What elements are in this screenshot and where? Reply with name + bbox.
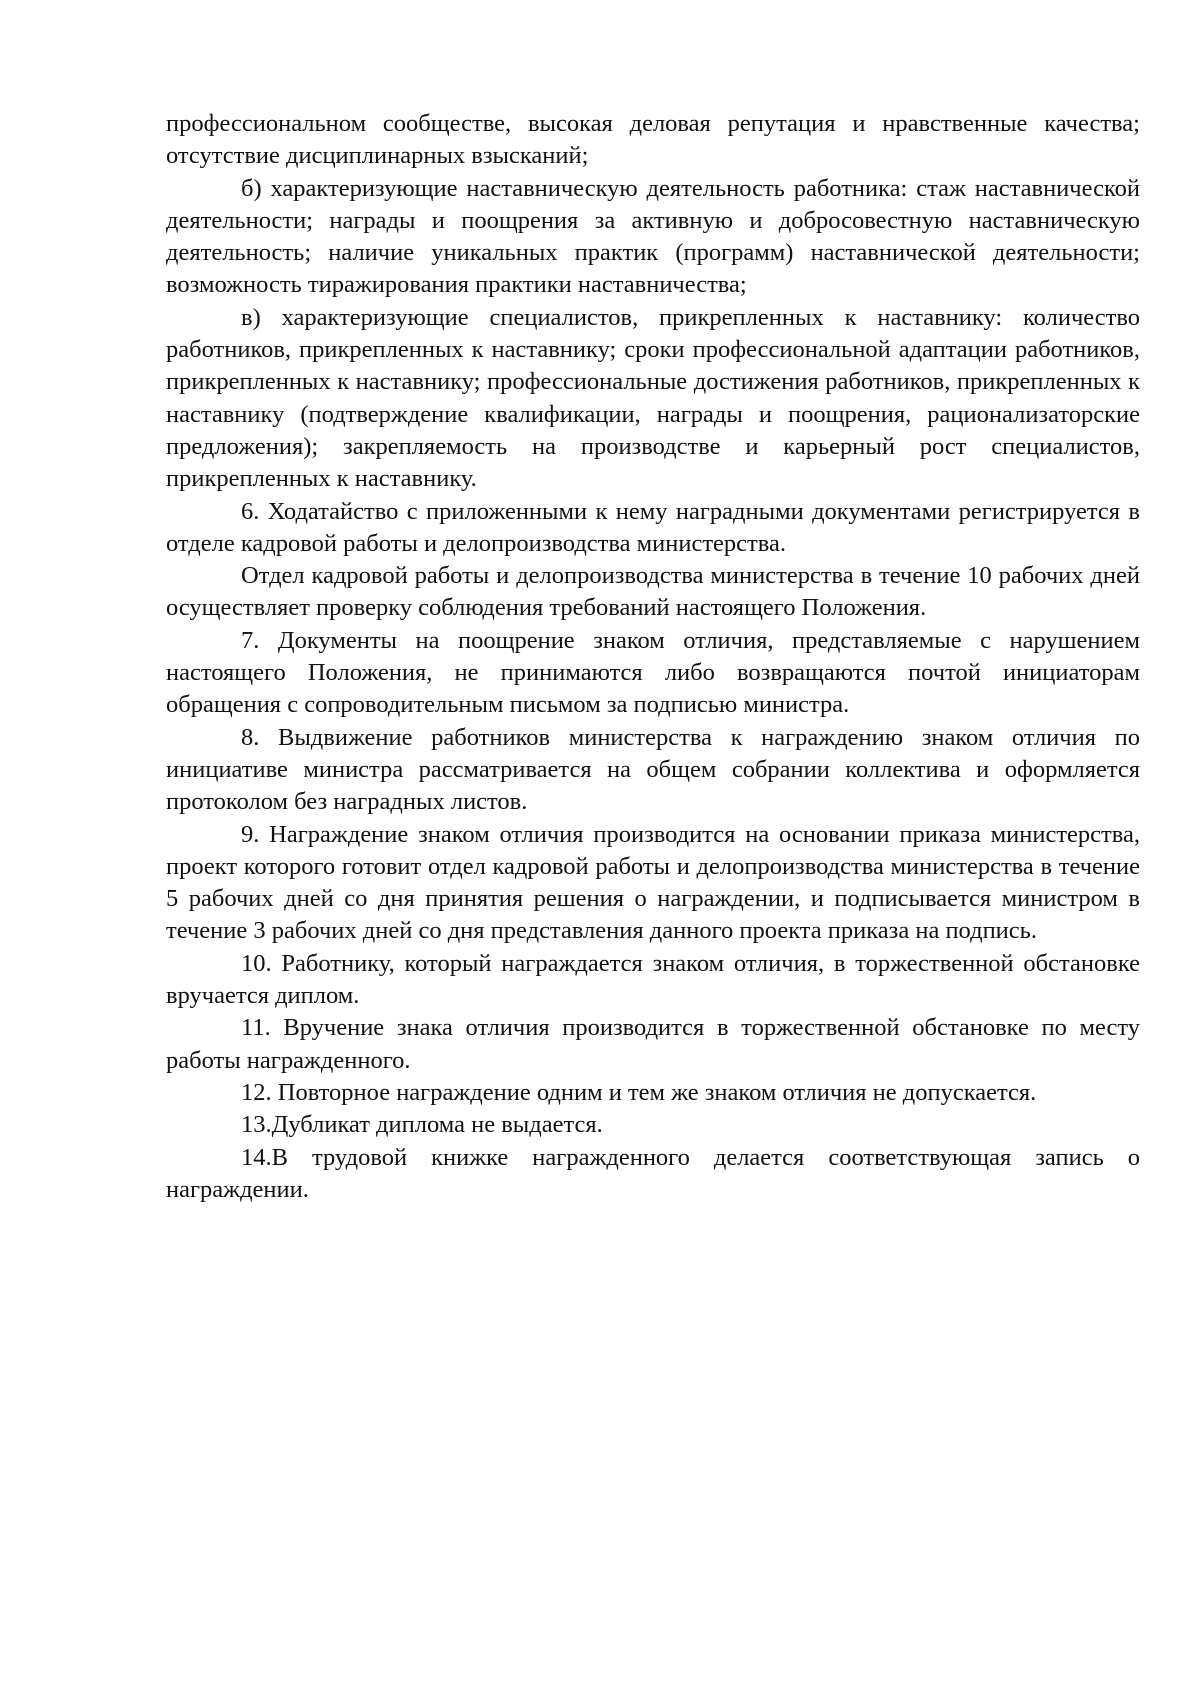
paragraph-6-continued: Отдел кадровой работы и делопроизводства министерства в течение 10 рабочих дней осуществляет проверку соблюдения требований настоящего Положения. [166,562,1140,622]
paragraph-item-b: б) характеризующие наставническую деятельность работника: стаж наставнической деятельности; награды и поощрения за активную и добросовестную наставническую деятельность; наличие уникальных практик (программ) наставнической деятельности; возможность тиражирования практики наставничества; [166,174,1140,299]
paragraph-10: 10. Работнику, который награждается знаком отличия, в торжественной обстановке вручается диплом. [166,949,1140,1010]
paragraph-13: 13.Дубликат диплома не выдается. [241,1111,603,1139]
paragraph-7: 7. Документы на поощрение знаком отличия, представляемые с нарушением настоящего Положения, не принимаются либо возвращаются почтой инициаторам обращения с сопроводительным письмом за подписью министра. [166,626,1140,719]
paragraph-6: 6. Ходатайство с приложенными к нему наградными документами регистрируется в отделе кадровой работы и делопроизводства министерства. [166,497,1140,557]
paragraph-11: 11. Вручение знака отличия производится в торжественной обстановке по месту работы награжденного. [166,1014,1140,1074]
paragraph-12: 12. Повторное награждение одним и тем же знаком отличия не допускается. [241,1078,1037,1106]
paragraph-item-v: в) характеризующие специалистов, прикрепленных к наставнику: количество работников, прикрепленных к наставнику; сроки профессиональной адаптации работников, прикрепленных к наставнику; профессиональные достижения работников, прикрепленных к наставнику (подтверждение квалификации, награды и поощрения, рационализаторские предложения); закрепляемость на производстве и карьерный рост специалистов, прикрепленных к наставнику. [166,303,1140,493]
paragraph-9: 9. Награждение знаком отличия производится на основании приказа министерства, проект которого готовит отдел кадровой работы и делопроизводства министерства в течение 5 рабочих дней со дня принятия решения о награждении, и подписывается министром в течение 3 рабочих дней со дня представления данного проекта приказа на подпись. [166,820,1140,945]
paragraph-8: 8. Выдвижение работников министерства к награждению знаком отличия по инициативе министра рассматривается на общем собрании коллектива и оформляется протоколом без наградных листов. [166,723,1140,816]
document-body [166,108,1140,1206]
paragraph-14: 14.В трудовой книжке награжденного делается соответствующая запись о награждении. [166,1143,1140,1203]
paragraph-continuation: профессиональном сообществе, высокая деловая репутация и нравственные качества; отсутствие дисциплинарных взысканий; [166,110,1140,170]
